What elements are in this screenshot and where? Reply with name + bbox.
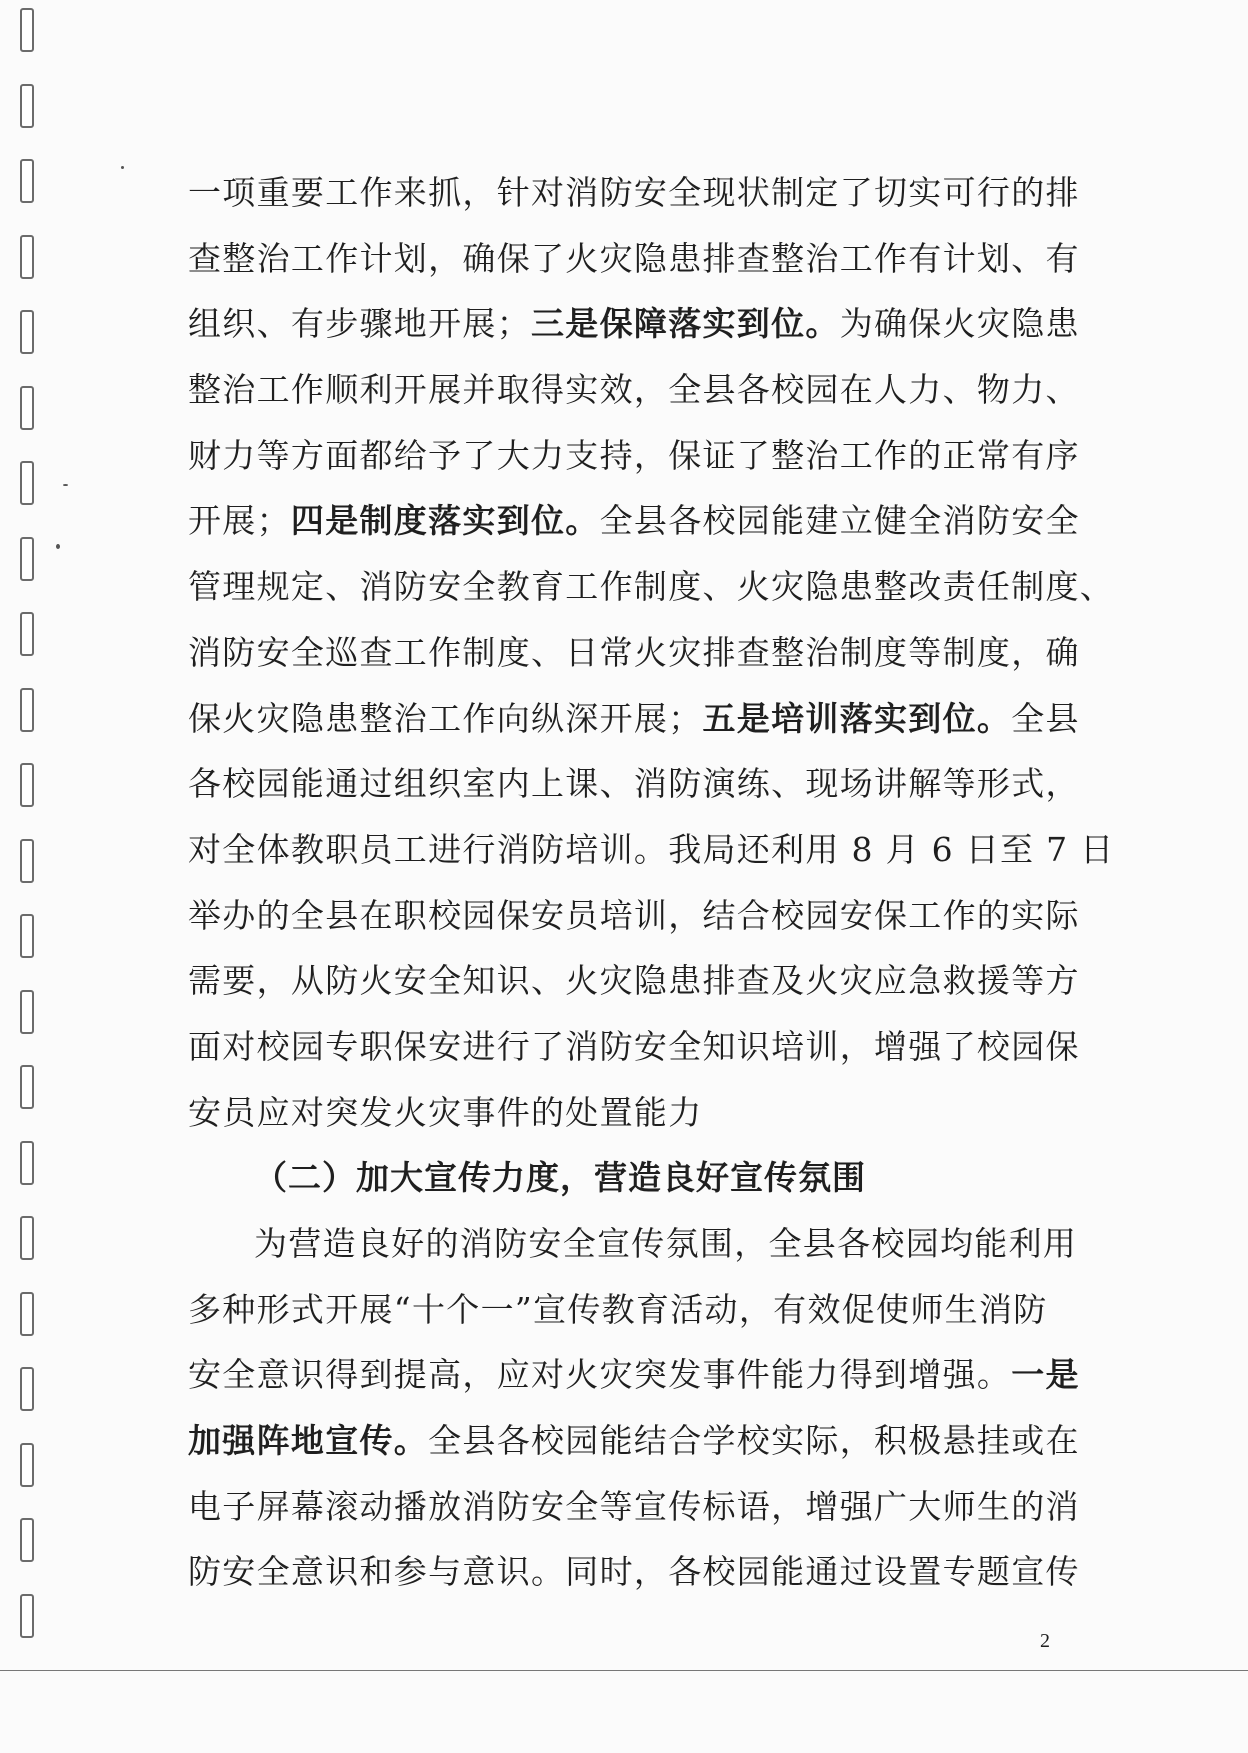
binding-hole [20,1292,34,1336]
text-line [188,883,1080,949]
scan-speck [56,544,60,549]
text-line [188,488,1080,554]
text-run: 为营造良好的消防安全宣传氛围，全县各校园均能利用 [254,1224,1078,1263]
binding-hole [20,763,34,807]
text-run: 为确保火灾隐患 [839,304,1080,344]
binding-hole [20,84,34,128]
text-run: 开展； [188,501,291,541]
text-line [188,1342,1080,1408]
text-run: 全县 [1011,698,1080,738]
binding-hole [20,1065,34,1109]
scan-speck [63,484,68,486]
binding-hole [20,1518,34,1562]
text-run: 全县各校园能结合学校实际，积极悬挂或在 [428,1421,1080,1461]
body-text [188,160,1115,1605]
binding-hole [20,612,34,656]
binding-hole [20,990,34,1034]
bold-phrase: 一是 [1011,1355,1080,1395]
text-line [188,948,1080,1014]
binding-hole [20,386,34,430]
text-line [188,226,1080,292]
text-run: 保火灾隐患整治工作向纵深开展； [188,698,703,738]
text-line [188,1211,1078,1277]
binding-hole [20,159,34,203]
binding-hole [20,8,34,52]
text-run: 安全意识得到提高，应对火灾突发事件能力得到增强。 [188,1355,1012,1395]
text-run: 面对校园专职保安进行了消防安全知识培训，增强了校园保 [188,1026,1080,1066]
text-run: 各校园能通过组织室内上课、消防演练、现场讲解等形式， [188,764,1080,804]
text-line [188,751,1080,817]
text-line [188,1277,1048,1343]
text-run: 一项重要工作来抓，针对消防安全现状制定了切实可行的排 [188,173,1080,212]
binding-hole [20,461,34,505]
page-number: 2 [1040,1630,1050,1652]
binding-hole [20,235,34,279]
text-line [188,1080,1048,1146]
text-run: 安员应对突发火灾事件的处置能力 [188,1092,703,1132]
binding-hole [20,310,34,354]
text-run: 多种形式开展“十个一”宣传教育活动，有效促使师生消防 [188,1289,1048,1329]
binding-hole [20,1141,34,1185]
text-line [188,1474,1080,1540]
binding-hole [20,688,34,732]
text-run: （二）加大宣传力度，营造良好宣传氛围 [254,1158,866,1198]
section-heading [188,1145,1048,1211]
text-run: 管理规定、消防安全教育工作制度、火灾隐患整改责任制度、 [188,567,1115,607]
text-line [188,1539,1080,1605]
text-line [188,1408,1080,1474]
binding-hole [20,1216,34,1260]
text-run: 需要，从防火安全知识、火灾隐患排查及火灾应急救援等方 [188,961,1080,1001]
scan-speck [121,166,124,169]
binding-hole [20,1594,34,1638]
text-line [188,423,1080,489]
footer-rule [0,1670,1248,1671]
bold-phrase: 四是制度落实到位。 [290,501,600,541]
text-line [188,620,1080,686]
text-run: 财力等方面都给予了大力支持，保证了整治工作的正常有序 [188,435,1080,475]
text-line [188,686,1080,752]
text-run: 举办的全县在职校园保安员培训，结合校园安保工作的实际 [188,895,1080,935]
bold-phrase: 加强阵地宣传。 [188,1421,429,1461]
text-run: 整治工作顺利开展并取得实效，全县各校园在人力、物力、 [188,370,1080,410]
text-line [188,291,1080,357]
text-run: 消防安全巡查工作制度、日常火灾排查整治制度等制度，确 [188,632,1080,672]
text-line [188,357,1080,423]
text-run: 查整治工作计划，确保了火灾隐患排查整治工作有计划、有 [188,238,1080,278]
binding-hole [20,1367,34,1411]
text-line [188,160,1080,226]
bold-phrase: 五是培训落实到位。 [702,698,1012,738]
text-run: 对全体教职员工进行消防培训。我局还利用 8 月 6 日至 7 日 [188,829,1115,869]
bold-phrase: 三是保障落实到位。 [531,304,840,344]
binding-hole [20,839,34,883]
text-line [188,554,1115,620]
text-line [188,817,1115,883]
binding-hole [20,1443,34,1487]
text-run: 组织、有步骤地开展； [188,304,531,344]
text-run: 电子屏幕滚动播放消防安全等宣传标语，增强广大师生的消 [188,1486,1080,1526]
text-run: 全县各校园能建立健全消防安全 [599,501,1080,541]
text-line [188,1014,1080,1080]
binding-holes [20,0,44,1753]
binding-hole [20,537,34,581]
text-run: 防安全意识和参与意识。同时，各校园能通过设置专题宣传 [188,1552,1080,1592]
binding-hole [20,914,34,958]
